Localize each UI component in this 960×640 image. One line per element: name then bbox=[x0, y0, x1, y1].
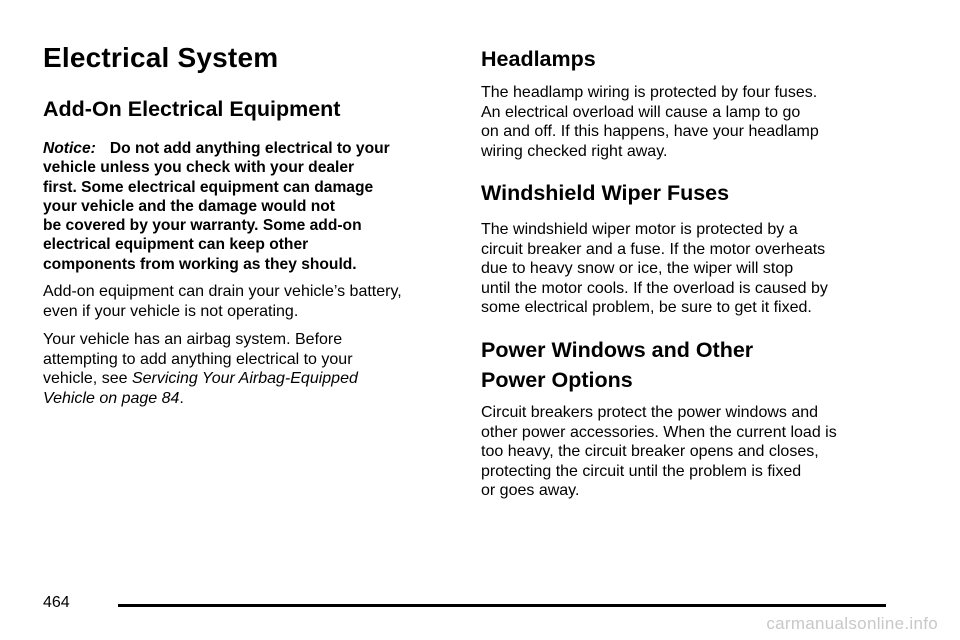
notice-line: your vehicle and the damage would not bbox=[43, 197, 335, 215]
section-heading-windshield-wiper-fuses: Windshield Wiper Fuses bbox=[481, 181, 730, 205]
notice-label: Notice: bbox=[43, 140, 96, 157]
notice-line: first. Some electrical equipment can damage bbox=[43, 178, 374, 196]
notice-line: components from working as they should. bbox=[43, 255, 357, 273]
section-heading-headlamps: Headlamps bbox=[481, 47, 596, 71]
notice-line: electrical equipment can keep other bbox=[43, 236, 309, 254]
footer-divider bbox=[118, 604, 886, 607]
airbag-paragraph: Your vehicle has an airbag system. Before attempting to add anything electrical to your vehicle, see Servicing Your Airbag-Equipped Vehicle on page 84. bbox=[43, 331, 358, 407]
section-heading-add-on-electrical-equipment: Add-On Electrical Equipment bbox=[43, 97, 341, 121]
page-title: Electrical System bbox=[43, 42, 279, 73]
airbag-page-reference-link[interactable]: Servicing Your Airbag-Equipped bbox=[131, 370, 358, 387]
headlamps-paragraph: The headlamp wiring is protected by four fuses. An electrical overload will cause a lamp to go on and off. If this happens, have your headlamp wiring checked right away. bbox=[481, 84, 819, 160]
notice-line: be covered by your warranty. Some add-on bbox=[43, 217, 362, 235]
airbag-page-reference-link[interactable]: Vehicle on page 84 bbox=[43, 389, 180, 407]
section-heading-power-windows: Power Windows and Other Power Options bbox=[481, 338, 754, 392]
battery-drain-paragraph: Add-on equipment can drain your vehicle’s battery, even if your vehicle is not operating. bbox=[43, 283, 402, 320]
wiper-paragraph: The windshield wiper motor is protected by a circuit breaker and a fuse. If the motor overheats due to heavy snow or ice, the wiper will stop until the motor cools. If the overload is caused by some electrical problem, be sure to get it fixed. bbox=[481, 221, 828, 316]
watermark: carmanualsonline.info bbox=[766, 614, 938, 633]
page-number: 464 bbox=[43, 594, 70, 611]
notice-line: vehicle unless you check with your dealer bbox=[43, 159, 355, 177]
notice-paragraph bbox=[43, 139, 390, 274]
notice-line: Notice: Do not add anything electrical to your bbox=[43, 140, 390, 157]
power-paragraph: Circuit breakers protect the power windows and other power accessories. When the current load is too heavy, the circuit breaker opens and closes, protecting the circuit until the problem is fixed or goes away. bbox=[481, 404, 837, 499]
